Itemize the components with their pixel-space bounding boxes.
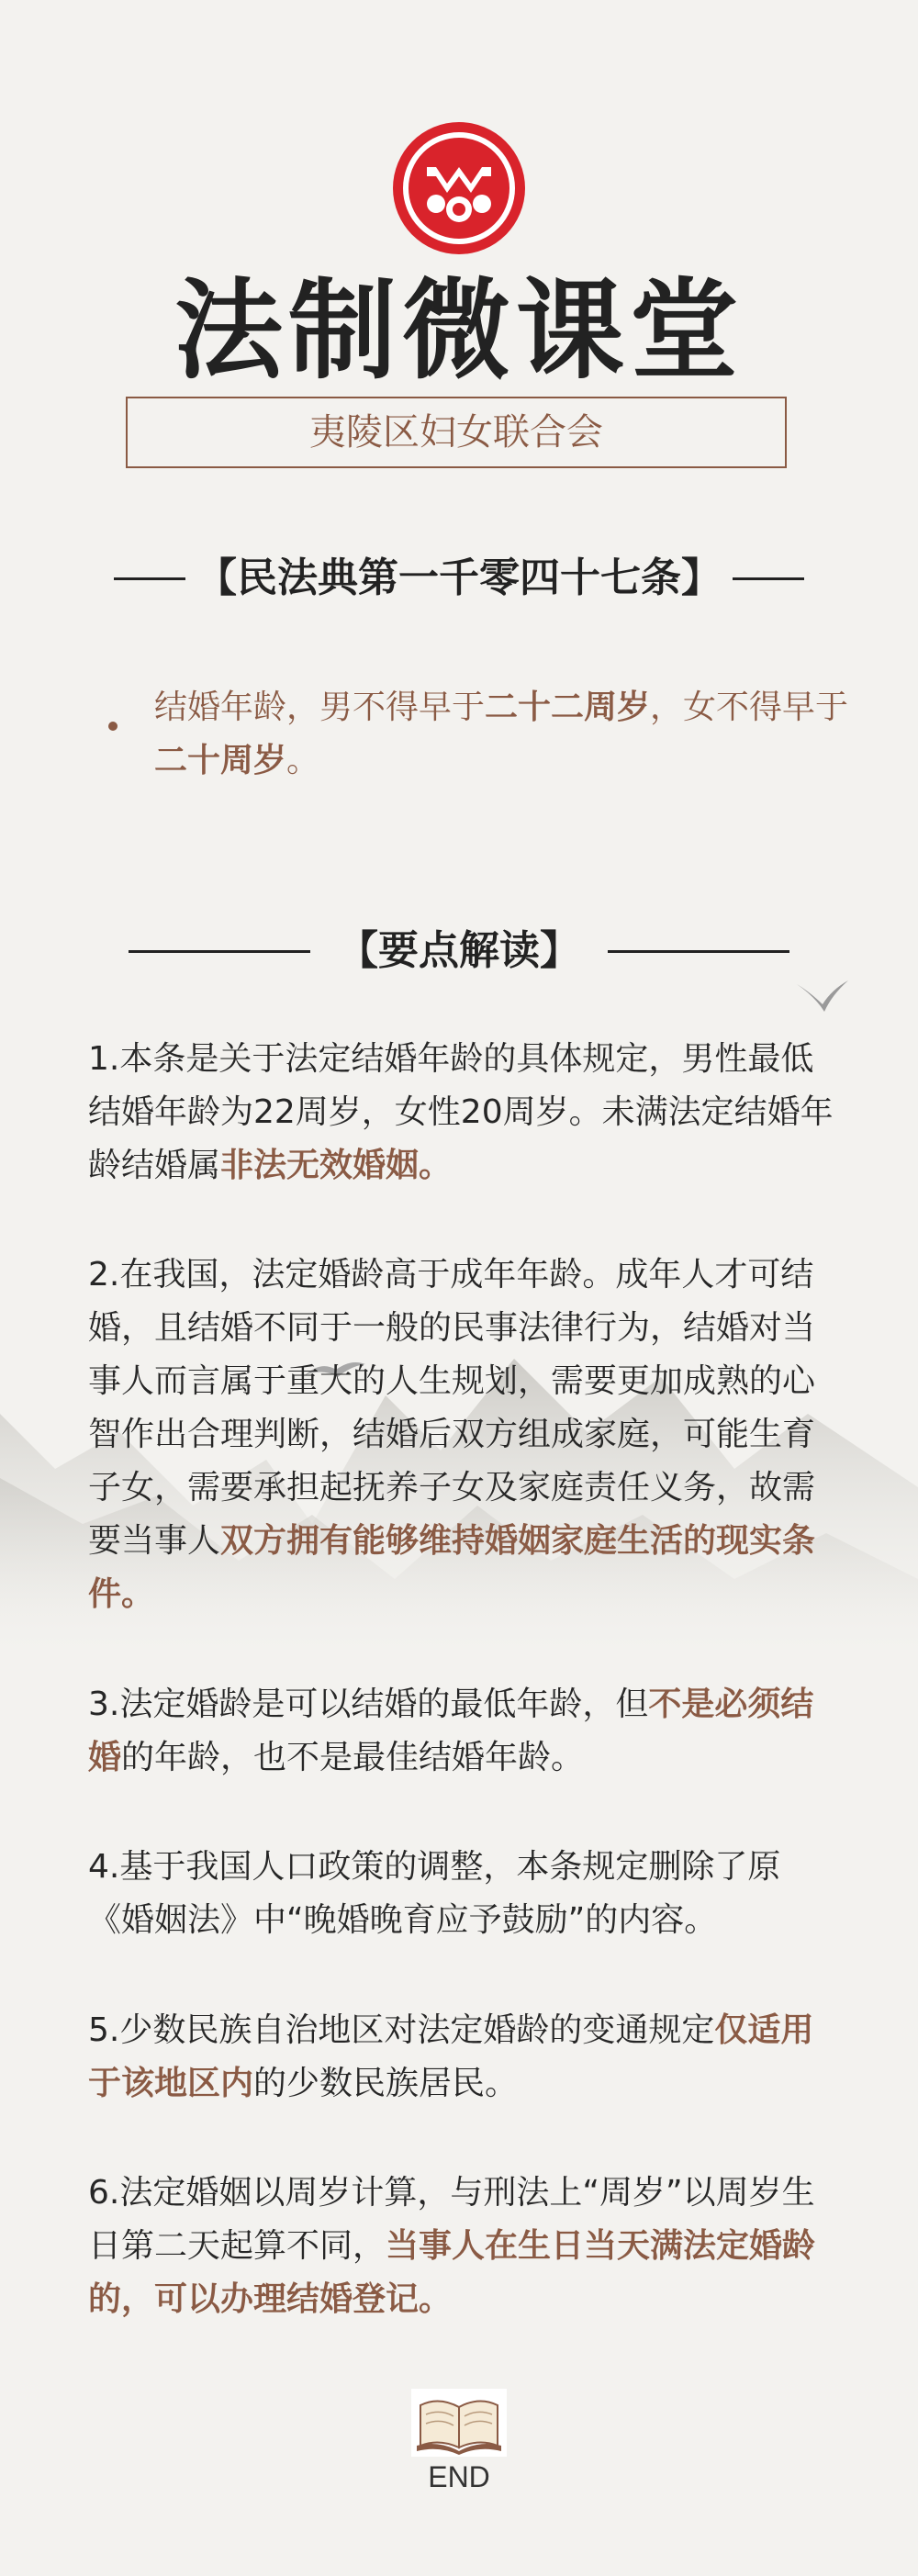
heading-rule-left [129, 950, 310, 953]
women-federation-logo-icon [390, 119, 528, 257]
organization-name: 夷陵区妇女联合会 [126, 397, 787, 468]
key-point-text: 2.在我国，法定婚龄高于成年年龄。成年人才可结婚，且结婚不同于一般的民事法律行为，结婚对当事人而言属于重大的人生规划，需要更加成熟的心智作出合理判断，结婚后双方组成家庭，可能生育子女，需要承担起抚养子女及家庭责任义务，故需要当事人 [88, 1256, 816, 1560]
key-point-emphasis: 不是必须结婚 [88, 1686, 814, 1776]
key-point-text: 的少数民族居民。 [253, 2065, 519, 2102]
article-text-segment: 。 [286, 742, 320, 779]
article-text-emphasis: 二十周岁 [154, 742, 287, 779]
key-point-text: 的年龄，也不是最佳结婚年龄。 [121, 1739, 585, 1776]
key-point-emphasis: 非法无效婚姻。 [220, 1147, 453, 1184]
key-point-emphasis: 当事人在生日当天满法定婚龄的，可以办理结婚登记。 [88, 2227, 816, 2318]
key-point-4 [88, 1841, 834, 1947]
key-point-emphasis: 双方拥有能够维持婚姻家庭生活的现实条件。 [88, 1522, 816, 1613]
article-text [154, 681, 852, 788]
key-point-text: 6.法定婚姻以周岁计算，与刑法上“周岁”以周岁生日第二天起算不同， [88, 2174, 815, 2265]
key-point-text: 3.法定婚龄是可以结婚的最低年龄，但 [88, 1686, 649, 1723]
heading-rule-right [608, 950, 789, 953]
key-point-5 [88, 2004, 834, 2111]
key-point-text: 5.少数民族自治地区对法定婚龄的变通规定 [88, 2011, 715, 2049]
bullet-dot-icon [108, 722, 118, 731]
article-heading-text: 【民法典第一千零四十七条】 [196, 554, 722, 601]
flying-bird-icon [795, 975, 850, 1021]
heading-rule-left [114, 577, 185, 580]
article-text-segment: 结婚年龄，男不得早于 [154, 689, 486, 726]
end-mark [411, 2389, 507, 2495]
key-point-text: 1.本条是关于法定结婚年龄的具体规定，男性最低结婚年龄为22周岁，女性20周岁。未满法定结婚年龄结婚属 [88, 1040, 834, 1184]
page-title: 法制微课堂 [174, 266, 744, 394]
key-point-3 [88, 1678, 834, 1785]
article-text-segment: ，女不得早于 [650, 689, 849, 726]
heading-rule-right [733, 577, 804, 580]
key-point-emphasis: 仅适用于该地区内 [88, 2011, 814, 2102]
key-point-2 [88, 1249, 834, 1621]
key-points-heading [0, 924, 918, 979]
key-point-text: 4.基于我国人口政策的调整，本条规定删除了原《婚姻法》中“晚婚晚育应予鼓励”的内容。 [88, 1848, 781, 1939]
key-point-6 [88, 2167, 834, 2326]
key-point-1 [88, 1033, 834, 1193]
end-label: END [428, 2460, 490, 2493]
article-text-emphasis: 二十二周岁 [485, 689, 651, 726]
article-heading [0, 551, 918, 606]
open-book-icon [411, 2389, 507, 2457]
key-points-heading-text: 【要点解读】 [338, 927, 580, 974]
